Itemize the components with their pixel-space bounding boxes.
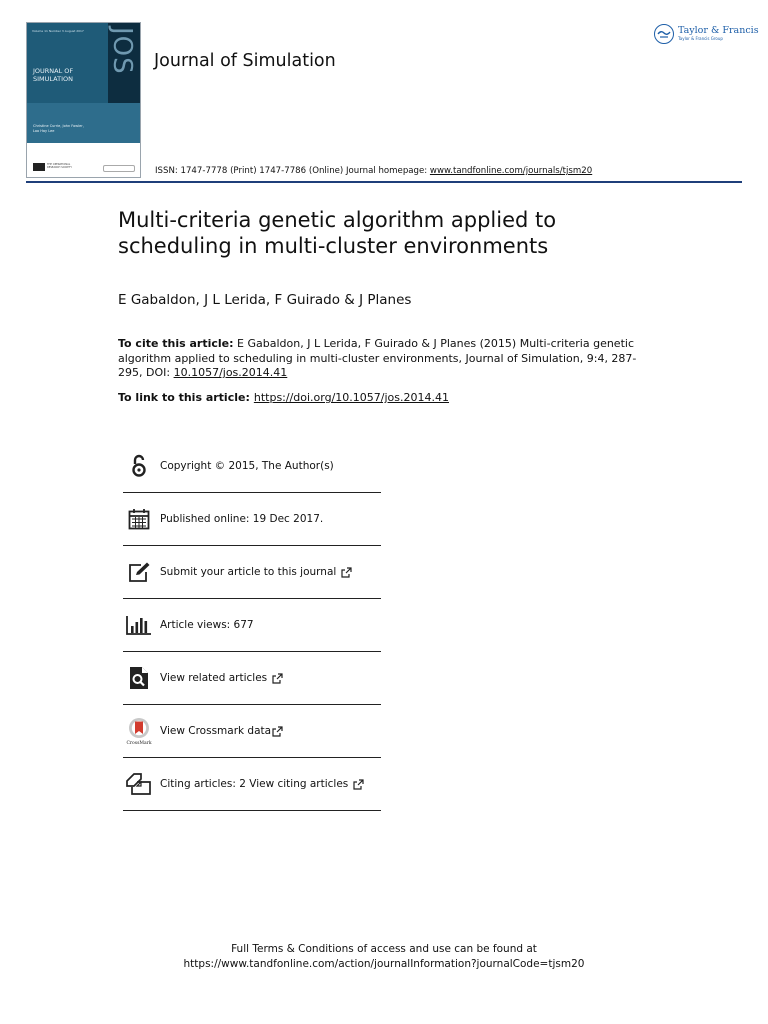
external-link-icon: [272, 673, 283, 684]
publisher-name: Taylor & Francis: [678, 25, 759, 36]
bar-chart-icon: [126, 612, 152, 638]
citation-text: E Gabaldon, J L Lerida, F Guirado & J Planes (2015) Multi-criteria genetic algorithm applied to scheduling in multi-cluster environments, Journal of Simulation, 9:4, 287-295, DOI:: [118, 337, 637, 379]
citing-articles-link[interactable]: Citing articles: 2 View citing articles: [160, 778, 349, 790]
cover-volume-text: Volume 11 Number 3 August 2017: [32, 29, 84, 33]
external-link-icon: [272, 726, 283, 737]
publisher-group: Taylor & Francis Group: [678, 36, 723, 41]
header-divider: [26, 181, 742, 183]
related-articles-link[interactable]: View related articles: [160, 672, 268, 684]
citation-label: To cite this article:: [118, 337, 234, 350]
info-item-published: [123, 493, 381, 546]
info-item-citing[interactable]: [123, 758, 381, 811]
cover-mid-block: [27, 103, 140, 143]
terms-footer: [0, 942, 768, 971]
calendar-icon: [126, 506, 152, 532]
submit-article-link[interactable]: Submit your article to this journal: [160, 566, 337, 578]
crossmark-link[interactable]: View Crossmark data: [160, 725, 272, 737]
publisher-mini-logo-icon: [103, 165, 135, 172]
cover-authors: [33, 124, 123, 134]
cover-big-letters: JOS: [107, 27, 137, 75]
society-logo-text: THE OPERATIONAL RESEARCH SOCIETY: [47, 163, 72, 169]
info-item-related[interactable]: [123, 652, 381, 705]
crossmark-label: CrossMark: [126, 741, 152, 745]
citing-articles-icon: [126, 771, 152, 797]
cover-authors-line2: Loo Hay Lee: [33, 129, 55, 133]
info-item-views: [123, 599, 381, 652]
citation-block: [118, 337, 648, 381]
article-title-line1: Multi-criteria genetic algorithm applied to: [118, 208, 557, 232]
publisher-logo: [654, 22, 759, 48]
article-authors: E Gabaldon, J L Lerida, F Guirado & J Planes: [118, 292, 412, 308]
article-doi-link[interactable]: https://doi.org/10.1057/jos.2014.41: [253, 391, 449, 404]
cover-footer: [27, 143, 140, 177]
search-document-icon: [126, 665, 152, 691]
journal-cover-image: [26, 22, 141, 178]
external-link-icon: [353, 779, 364, 790]
terms-footer-url[interactable]: https://www.tandfonline.com/action/journalInformation?journalCode=tjsm20: [183, 957, 585, 970]
cover-authors-line1: Christine Currie, John Fowler,: [33, 124, 84, 128]
copyright-text: Copyright © 2015, The Author(s): [160, 460, 334, 472]
published-date-text: Published online: 19 Dec 2017.: [160, 513, 324, 525]
article-info-list: [123, 440, 381, 811]
journal-homepage-link[interactable]: www.tandfonline.com/journals/tjsm20: [429, 166, 593, 176]
edit-icon: [126, 559, 152, 585]
journal-name: Journal of Simulation: [154, 51, 336, 71]
article-link-line: [118, 391, 449, 404]
issn-text: ISSN: 1747-7778 (Print) 1747-7786 (Online) Journal homepage:: [155, 166, 430, 176]
society-logo-icon: [33, 163, 45, 171]
cover-title-line2: SIMULATION: [33, 75, 73, 83]
article-title-line2: scheduling in multi-cluster environments: [118, 234, 549, 258]
cover-title-line1: JOURNAL OF: [33, 67, 74, 75]
cover-title: [33, 67, 73, 83]
citation-doi-link[interactable]: 10.1057/jos.2014.41: [173, 366, 288, 379]
article-link-label: To link to this article:: [118, 391, 250, 404]
issn-line: [155, 166, 592, 176]
article-views-text: Article views: 677: [160, 619, 254, 631]
article-title: [118, 207, 658, 259]
info-item-submit[interactable]: [123, 546, 381, 599]
open-access-icon: [126, 453, 152, 479]
crossmark-icon: [126, 718, 152, 744]
terms-footer-line1: Full Terms & Conditions of access and use can be found at: [231, 943, 537, 955]
publisher-logo-icon: [654, 24, 674, 44]
external-link-icon: [341, 567, 352, 578]
info-item-copyright: [123, 440, 381, 493]
info-item-crossmark[interactable]: [123, 705, 381, 758]
